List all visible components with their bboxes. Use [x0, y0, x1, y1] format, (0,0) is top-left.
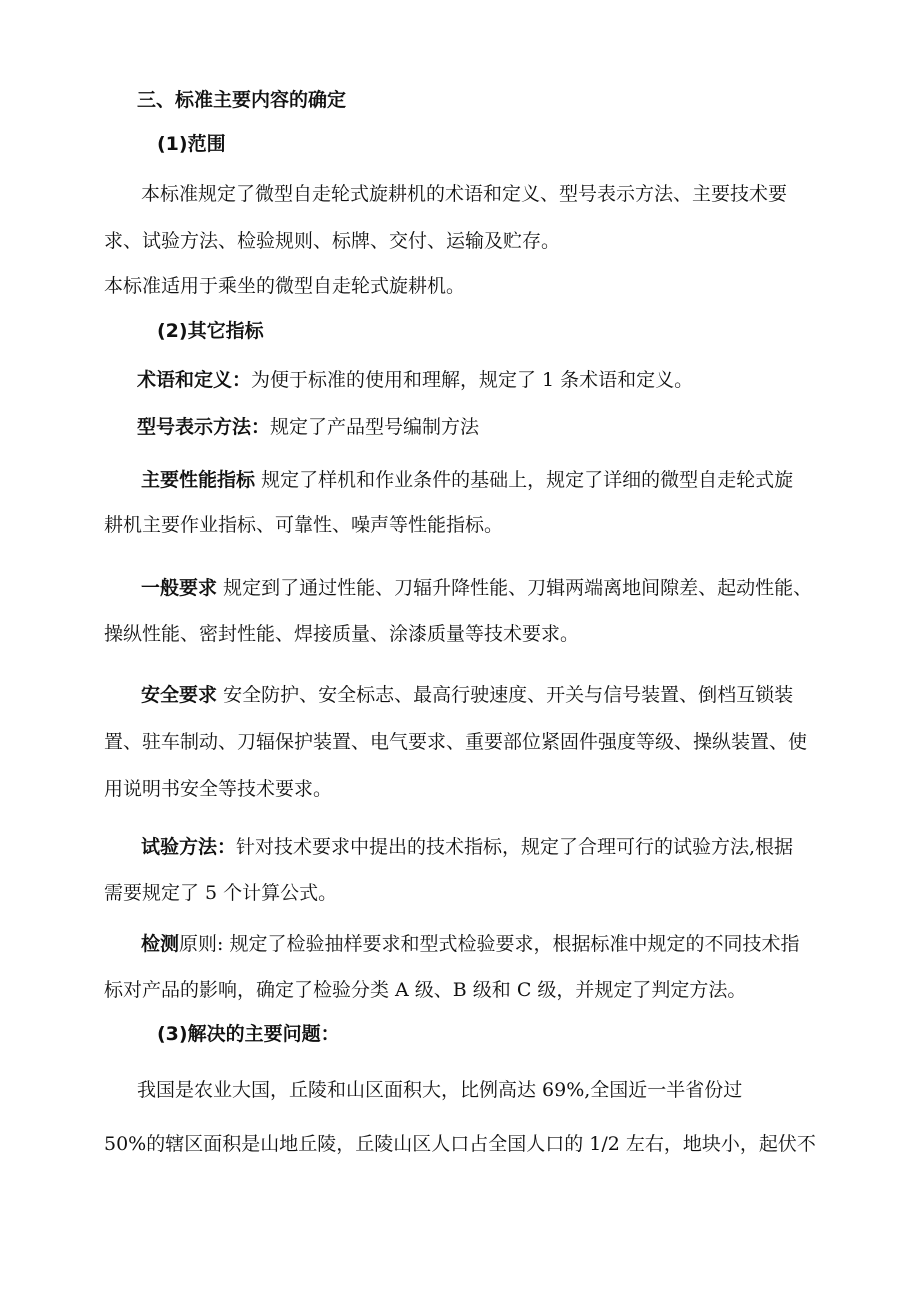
- scope-line-3: 本标准适用于乘坐的微型自走轮式旋耕机。: [104, 275, 466, 297]
- safety-label: 安全要求: [141, 684, 218, 706]
- terms-label: 术语和定义：: [137, 369, 252, 391]
- inspect-line-1: 检测原则: 规定了检验抽样要求和型式检验要求，根据标准中规定的不同技术指: [141, 933, 800, 955]
- model-text: 规定了产品型号编制方法: [270, 416, 480, 438]
- other-heading-text: (2)其它指标: [157, 320, 264, 342]
- inspect-line-2: 标对产品的影响，确定了检验分类 A 级、B 级和 C 级，并规定了判定方法。: [104, 979, 747, 1001]
- perf-line-1: [141, 467, 793, 493]
- inspect-label: 检测: [141, 933, 180, 955]
- scope-line-2: 求、试验方法、检验规则、标牌、交付、运输及贮存。: [104, 230, 561, 252]
- scope-heading-text: (1)范围: [157, 133, 226, 155]
- perf-text: 规定了样机和作业条件的基础上，规定了详细的微型自走轮式旋: [261, 469, 794, 491]
- test-label: 试验方法：: [141, 836, 237, 858]
- problems-heading: [157, 1021, 340, 1047]
- problems-line-2: 50%的辖区面积是山地丘陵，丘陵山区人口占全国人口的 1/2 左右，地块小，起伏不: [104, 1133, 816, 1155]
- other-heading: [157, 318, 264, 344]
- general-line-1: [141, 575, 812, 601]
- terms-text: 为便于标准的使用和理解，规定了 1 条术语和定义。: [251, 369, 694, 391]
- model-paragraph: [137, 414, 479, 440]
- inspect-label-2: 原则: [179, 933, 218, 955]
- section-heading: 三、标准主要内容的确定: [137, 89, 347, 111]
- problems-heading-text: (3)解决的主要问题：: [157, 1023, 340, 1045]
- safety-line-1: [141, 682, 793, 708]
- inspect-text: 规定了检验抽样要求和型式检验要求，根据标准中规定的不同技术指: [229, 933, 800, 955]
- safety-text: 安全防护、安全标志、最高行驶速度、开关与信号装置、倒档互锁装: [223, 684, 794, 706]
- model-label: 型号表示方法：: [137, 416, 271, 438]
- scope-line-1: 本标准规定了微型自走轮式旋耕机的术语和定义、型号表示方法、主要技术要: [141, 183, 788, 205]
- terms-paragraph: [137, 367, 693, 393]
- test-text: 针对技术要求中提出的技术指标，规定了合理可行的试验方法,根据: [236, 836, 794, 858]
- safety-line-2: 置、驻车制动、刀辐保护装置、电气要求、重要部位紧固件强度等级、操纵装置、使: [104, 731, 808, 753]
- general-line-2: 操纵性能、密封性能、焊接质量、涂漆质量等技术要求。: [104, 623, 580, 645]
- scope-heading: [157, 131, 226, 157]
- test-line-1: [141, 834, 793, 860]
- general-label: 一般要求: [141, 577, 218, 599]
- test-line-2: 需要规定了 5 个计算公式。: [104, 882, 338, 904]
- perf-line-2: 耕机主要作业指标、可靠性、噪声等性能指标。: [104, 514, 504, 536]
- problems-line-1: 我国是农业大国，丘陵和山区面积大，比例高达 69%,全国近一半省份过: [137, 1079, 743, 1101]
- safety-line-3: 用说明书安全等技术要求。: [104, 778, 333, 800]
- general-text: 规定到了通过性能、刀辐升降性能、刀辑两端离地间隙差、起动性能、: [223, 577, 813, 599]
- perf-label: 主要性能指标: [141, 469, 256, 491]
